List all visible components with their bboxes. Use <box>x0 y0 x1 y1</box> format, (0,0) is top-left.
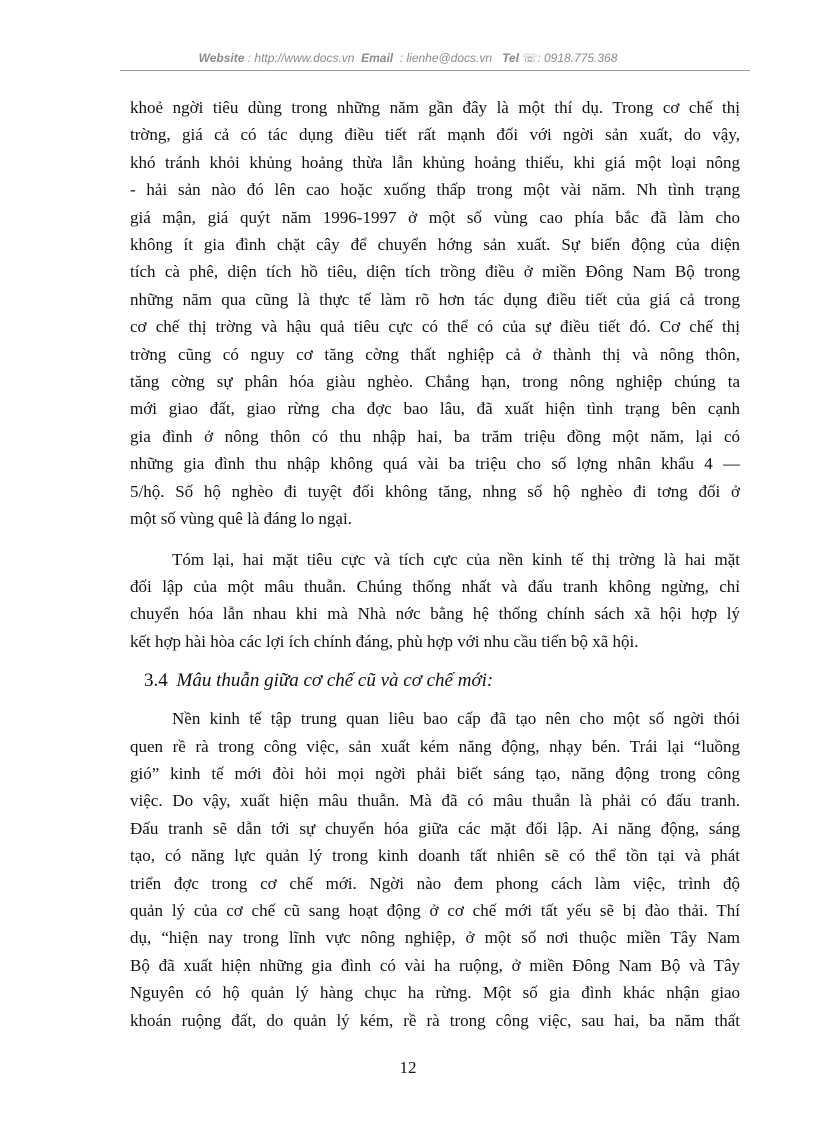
text-line: trờng cũng có nguy cơ tăng cờng thất nghiệp cả ở thành thị và nông thôn, <box>130 344 740 364</box>
text-line: đối lập của một mâu thuẫn. Chúng thống nhất và đấu tranh không ngừng, chỉ <box>130 576 740 596</box>
text-line: giá mận, giá quýt năm 1996-1997 ở một số vùng cao phía bắc đã làm cho <box>130 207 740 227</box>
text-line: một số vùng quê là đáng lo ngại. <box>130 509 352 529</box>
tel-value: : 0918.775.368 <box>537 51 618 65</box>
paragraph-2 <box>130 546 740 656</box>
website-label: Website <box>198 51 245 65</box>
text-line: Tóm lại, hai mặt tiêu cực và tích cực của nền kinh tế thị trờng là hai mặt <box>172 549 740 569</box>
text-line: 5/hộ. Số hộ nghèo đi tuyệt đối không tăng, nhng số hộ nghèo đi tơng đối ở <box>130 481 740 501</box>
text-line: dụ, “hiện nay trong lĩnh vực nông nghiệp, ở một số nơi thuộc miền Tây Nam <box>130 928 740 948</box>
page-body <box>130 94 740 1034</box>
text-line: những gia đình thu nhập không quá vài ba triệu cho số lợng nhân khẩu 4 — <box>130 454 740 474</box>
text-line: mới giao đất, giao rừng cha đợc bao lâu, đã xuất hiện tình trạng bên cạnh <box>130 399 740 419</box>
text-line: khó tránh khỏi khủng hoảng thừa lẫn khủng hoảng thiếu, khi giá một loại nông <box>130 152 740 172</box>
text-line: Đấu tranh sẽ dẫn tới sự chuyển hóa giữa các mặt đối lập. Ai năng động, sáng <box>130 818 740 838</box>
email-label: Email <box>361 51 394 65</box>
text-line: trờng, giá cả có tác dụng điều tiết rất mạnh đối với ngời sản xuất, do vậy, <box>130 125 740 145</box>
phone-icon: ☏ <box>522 51 538 65</box>
text-line: quen rề rà trong công việc, sản xuất kém năng động, nhạy bén. Trái lại “luồng <box>130 736 740 756</box>
text-line: tích cà phê, diện tích hồ tiêu, diện tích trồng điều ở miền Đông Nam Bộ trong <box>130 262 740 282</box>
text-line: gió” kinh tế mới đòi hỏi mọi ngời phải biết sáng tạo, năng động trong công <box>130 763 740 783</box>
header-divider <box>120 70 750 71</box>
text-line: kết hợp hài hòa các lợi ích chính đáng, phù hợp với nhu cầu tiến bộ xã hội. <box>130 631 639 651</box>
text-line: không ít gia đình chặt cây để chuyển hớng sản xuất. Sự biến động của diện <box>130 235 740 255</box>
text-line: triển đợc trong cơ chế mới. Ngời nào đem phong cách làm việc, trình độ <box>130 873 740 893</box>
text-line: những năm qua cũng là thực tế làm rõ hơn tác dụng điều tiết của giá cả trong <box>130 289 740 309</box>
text-line: gia đình ở nông thôn có thu nhập hai, ba trăm triệu đồng một năm, lại có <box>130 426 740 446</box>
email-value[interactable]: : lienhe@docs.vn <box>399 51 493 65</box>
text-line: Bộ đã xuất hiện những gia đình có vài ha ruộng, ở miền Đông Nam Bộ và Tây <box>130 955 740 975</box>
paragraph-3 <box>130 705 740 1034</box>
text-line: khoẻ ngời tiêu dùng trong những năm gần đây là một thí dụ. Trong cơ chế thị <box>130 98 740 117</box>
text-line: Nguyên có hộ quản lý hàng chục ha rừng. Một số gia đình khác nhận giao <box>130 983 740 1003</box>
section-number: 3.4 <box>144 670 168 692</box>
text-line: cơ chế thị trờng và hậu quả tiêu cực có thể có của sự điều tiết đó. Cơ chế thị <box>130 317 740 337</box>
text-line: việc. Do vậy, xuất hiện mâu thuẫn. Mà đã có mâu thuẫn là phải có đấu tranh. <box>130 791 740 811</box>
section-title: Mâu thuẫn giữa cơ chế cũ và cơ chế mới: <box>176 670 494 692</box>
page-number: 12 <box>399 1058 417 1077</box>
page-header <box>0 48 816 68</box>
text-line: khoán ruộng đất, do quản lý kém, rề rà trong công việc, sau hai, ba năm thất <box>130 1010 740 1030</box>
text-line: chuyển hóa lẫn nhau khi mà Nhà nớc bằng hệ thống chính sách xã hội hợp lý <box>130 604 740 624</box>
paragraph-1 <box>130 94 740 533</box>
text-line: quản lý của cơ chế cũ sang hoạt động ở cơ chế mới tất yếu sẽ bị đào thải. Thí <box>130 900 740 920</box>
text-line: tạo, có năng lực quản lý trong kinh doanh tất nhiên sẽ có thể tồn tại và phát <box>130 846 740 866</box>
text-line: tăng cờng sự phân hóa giàu nghèo. Chẳng hạn, trong nông nghiệp chúng ta <box>130 372 740 392</box>
website-value[interactable]: : http://www.docs.vn <box>247 51 355 65</box>
tel-label: Tel <box>502 51 519 65</box>
text-line: Nền kinh tế tập trung quan liêu bao cấp đã tạo nên cho một số ngời thói <box>172 709 740 729</box>
section-heading <box>144 666 740 696</box>
text-line: - hải sản nào đó lên cao hoặc xuống thấp trong một vài năm. Nh tình trạng <box>130 180 740 200</box>
